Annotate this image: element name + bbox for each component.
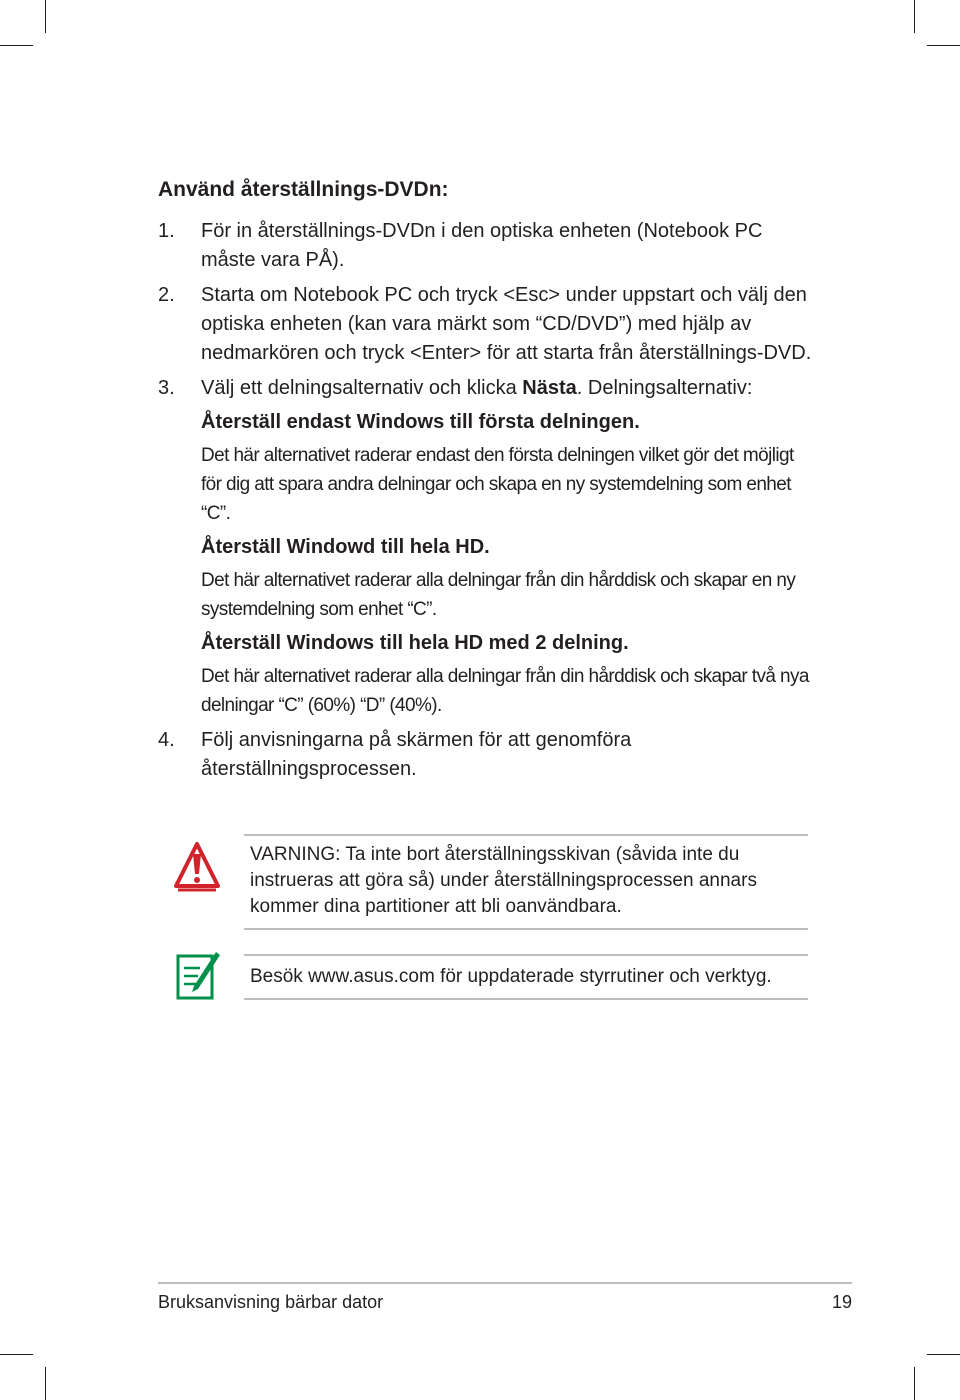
option-description: Det här alternativet raderar endast den första delningen vilket gör det möjligt för dig att spara andra delningar och skapa en ny systemdelning som enhet “C”.: [201, 445, 794, 524]
option-title: Återställ Windows till hela HD med 2 delning.: [201, 632, 629, 654]
step-3: [158, 374, 818, 720]
crop-mark: [914, 0, 915, 33]
step-text: Starta om Notebook PC och tryck <Esc> under uppstart och välj den optiska enheten (kan vara märkt som “CD/DVD”) med hjälp av nedmarkören och tryck <Enter> för att starta från återställnings-DVD.: [201, 284, 812, 364]
step-text: Följ anvisningarna på skärmen för att genomföra återställningsprocessen.: [201, 729, 632, 780]
warning-icon: [172, 840, 222, 901]
crop-mark: [0, 45, 33, 46]
note-text: Besök www.asus.com för uppdaterade styrrutiner och verktyg.: [250, 966, 772, 987]
step-2: [158, 281, 818, 368]
step-content: [201, 374, 818, 720]
step-number: 4.: [158, 729, 175, 751]
page-number: 19: [831, 1292, 852, 1312]
option-title: Återställ Windowd till hela HD.: [201, 536, 490, 558]
section-heading: Använd återställnings-DVDn:: [158, 178, 449, 201]
option-title: Återställ endast Windows till första delningen.: [201, 411, 640, 433]
step-number: 1.: [158, 220, 175, 242]
step-text: För in återställnings-DVDn i den optiska enheten (Notebook PC måste vara PÅ).: [201, 220, 763, 271]
step-number: 2.: [158, 284, 175, 306]
crop-mark: [45, 1367, 46, 1400]
next-button-reference: Nästa: [522, 377, 577, 399]
crop-mark: [45, 0, 46, 33]
step-text-part: Välj ett delningsalternativ och klicka: [201, 377, 523, 399]
steps-list: [158, 217, 818, 790]
option-description: Det här alternativet raderar alla delningar från din hårddisk och skapar en ny systemdelning som enhet “C”.: [201, 570, 796, 620]
footer-title: Bruksanvisning bärbar dator: [158, 1292, 384, 1312]
step-1: [158, 217, 818, 275]
warning-box: [244, 834, 808, 930]
crop-mark: [927, 45, 960, 46]
crop-mark: [914, 1367, 915, 1400]
note-icon: [172, 946, 222, 1007]
option-description: Det här alternativet raderar alla delningar från din hårddisk och skapar två nya delningar “C” (60%) “D” (40%).: [201, 666, 809, 716]
step-4: [158, 726, 818, 784]
note-box: [244, 954, 808, 1000]
footer-divider: [158, 1282, 852, 1284]
step-number: 3.: [158, 377, 175, 399]
step-text-part: . Delningsalternativ:: [576, 377, 753, 399]
step-text: [201, 374, 818, 403]
crop-mark: [0, 1354, 33, 1355]
crop-mark: [927, 1354, 960, 1355]
warning-text: VARNING: Ta inte bort återställningsskivan (såvida inte du instrueras att göra så) under återställningsprocessen annars kommer dina partitioner att bli oanvändbara.: [250, 844, 757, 917]
